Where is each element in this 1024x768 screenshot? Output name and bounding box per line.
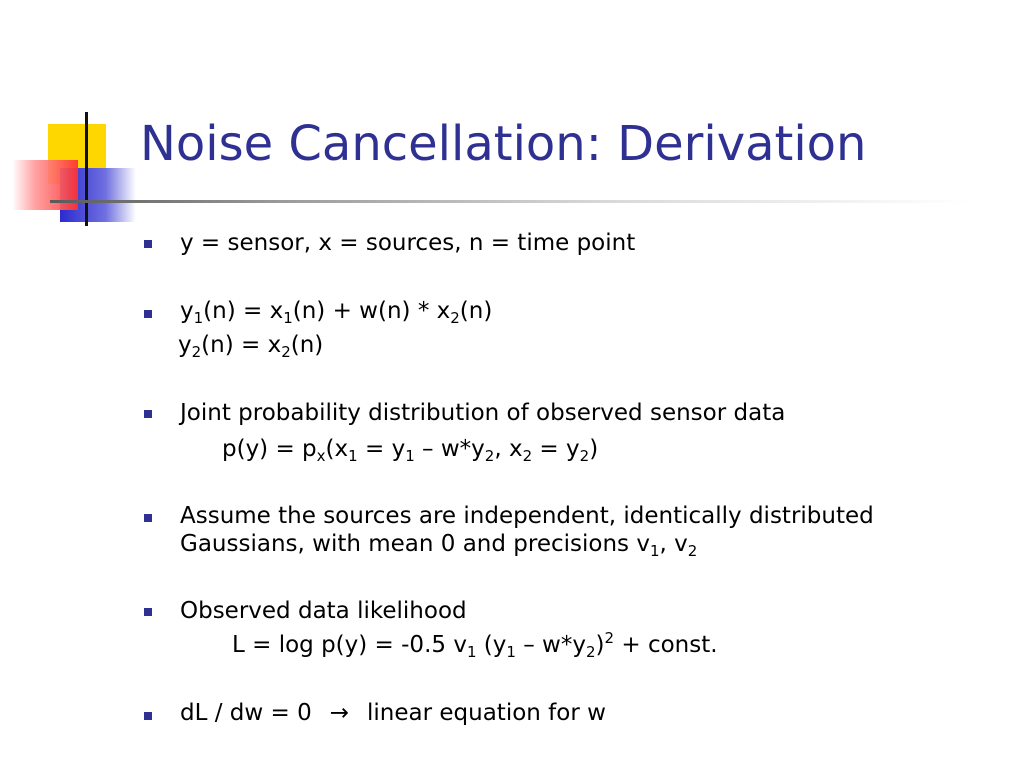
bullet-text — [180, 402, 785, 425]
eq-part: = y — [532, 436, 580, 462]
eq-subscript: 1 — [405, 447, 415, 465]
eq-part: dL / dw = 0 — [180, 700, 312, 726]
eq-subscript: 2 — [281, 343, 291, 361]
eq-subscript: 1 — [466, 643, 477, 661]
eq-subscript: 2 — [484, 447, 495, 465]
eq-part: p(y) = p — [222, 436, 317, 462]
right-arrow-icon: → — [329, 700, 350, 726]
eq-part: ) — [589, 436, 599, 462]
eq-part: + const. — [614, 632, 718, 658]
eq-part: , v — [659, 531, 688, 557]
eq-part: y — [178, 332, 192, 358]
bullet-marker — [144, 608, 152, 616]
eq-part: = y — [357, 436, 406, 462]
eq-subscript: 1 — [193, 309, 204, 327]
eq-part: (n) = x — [203, 298, 284, 324]
eq-subscript: x — [316, 447, 326, 465]
bullet-marker — [144, 310, 152, 318]
eq-part: (n) — [459, 298, 493, 324]
decorative-logo — [0, 0, 150, 240]
eq-part: (x — [325, 436, 349, 462]
bullet-text-content: Assume the sources are independent, identically distributed — [180, 503, 874, 529]
eq-part: linear equation for w — [367, 700, 606, 726]
eq-subscript: 1 — [649, 542, 660, 560]
title-underline — [50, 200, 970, 203]
bullet-text — [180, 702, 606, 725]
equation-line — [222, 436, 599, 465]
eq-subscript: 2 — [450, 309, 460, 327]
bullet-text — [180, 232, 635, 255]
bullet-text-content: Observed data likelihood — [180, 598, 467, 624]
bullet-marker — [144, 240, 152, 248]
eq-subscript: 2 — [585, 643, 596, 661]
eq-part: – w*y — [414, 436, 485, 462]
eq-part: ) — [595, 632, 605, 658]
eq-part: – w*y — [515, 632, 586, 658]
bullet-marker — [144, 514, 152, 522]
slide-title: Noise Cancellation: Derivation — [140, 116, 867, 172]
eq-subscript: 2 — [579, 447, 590, 465]
bullet-text-content: y = sensor, x = sources, n = time point — [180, 230, 636, 256]
eq-part: (y — [476, 632, 507, 658]
eq-subscript: 1 — [283, 309, 293, 327]
bullet-marker — [144, 712, 152, 720]
eq-part: (n) = x — [201, 332, 282, 358]
eq-subscript: 1 — [506, 643, 516, 661]
bullet-text — [180, 600, 467, 623]
eq-superscript: 2 — [604, 629, 615, 647]
equation-line — [232, 629, 718, 661]
eq-subscript: 2 — [522, 447, 533, 465]
eq-part: L = log p(y) = -0.5 v — [232, 632, 467, 658]
eq-subscript: 1 — [348, 447, 358, 465]
eq-part: (n) — [290, 332, 324, 358]
eq-part: Gaussians, with mean 0 and precisions v — [180, 531, 650, 557]
eq-subscript: 2 — [687, 542, 698, 560]
eq-part: (n) + w(n) * x — [292, 298, 451, 324]
eq-part: , x — [494, 436, 523, 462]
eq-subscript: 2 — [191, 343, 202, 361]
bullet-text — [180, 505, 874, 528]
bullet-text — [180, 531, 698, 560]
logo-vertical-bar — [85, 112, 88, 226]
bullet-text-content: Joint probability distribution of observed sensor data — [180, 400, 786, 426]
bullet-marker — [144, 410, 152, 418]
equation-line — [180, 298, 493, 327]
equation-line — [178, 332, 324, 361]
eq-part: y — [180, 298, 194, 324]
